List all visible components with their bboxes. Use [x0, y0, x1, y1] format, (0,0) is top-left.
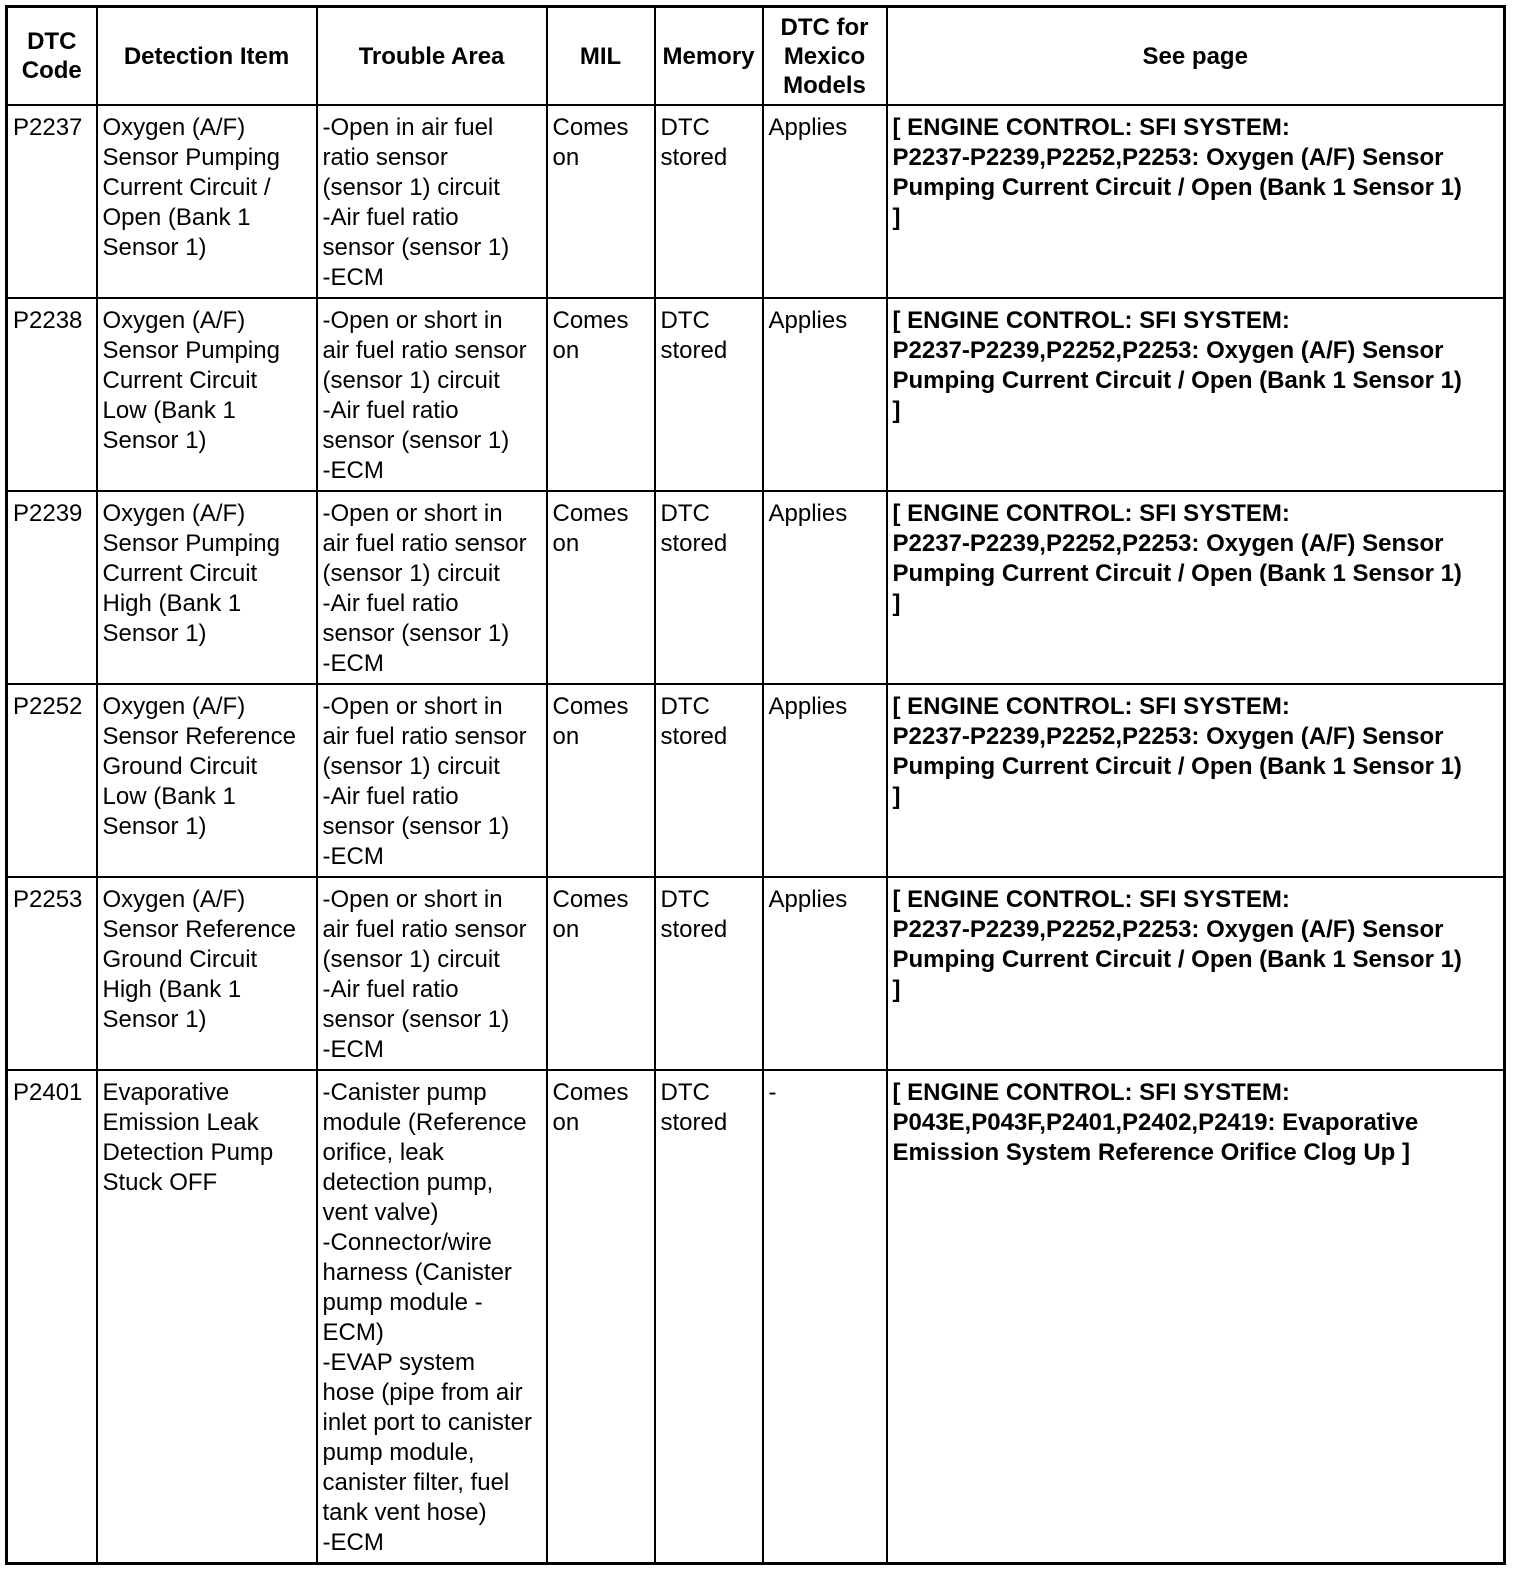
cell-trouble-area: -Open or short in air fuel ratio sensor (sensor 1) circuit -Air fuel ratio sensor (sensor 1) -ECM	[317, 298, 547, 491]
table-row	[7, 1070, 1505, 1564]
cell-see-page-link[interactable]: [ ENGINE CONTROL: SFI SYSTEM: P043E,P043F,P2401,P2402,P2419: Evaporative Emission System Reference Orifice Clog Up ]	[887, 1070, 1505, 1564]
table-row	[7, 491, 1505, 684]
cell-trouble-area: -Open or short in air fuel ratio sensor (sensor 1) circuit -Air fuel ratio sensor (sensor 1) -ECM	[317, 877, 547, 1070]
cell-trouble-area: -Open or short in air fuel ratio sensor (sensor 1) circuit -Air fuel ratio sensor (sensor 1) -ECM	[317, 684, 547, 877]
cell-memory: DTC stored	[655, 1070, 763, 1564]
cell-detection-item: Oxygen (A/F) Sensor Pumping Current Circuit Low (Bank 1 Sensor 1)	[97, 298, 317, 491]
cell-mil: Comes on	[547, 1070, 655, 1564]
dtc-table	[5, 5, 1506, 1565]
table-row	[7, 298, 1505, 491]
cell-see-page-link[interactable]: [ ENGINE CONTROL: SFI SYSTEM: P2237-P2239,P2252,P2253: Oxygen (A/F) Sensor Pumping Current Circuit / Open (Bank 1 Sensor 1) ]	[887, 684, 1505, 877]
cell-mexico-models: -	[763, 1070, 887, 1564]
cell-detection-item: Oxygen (A/F) Sensor Reference Ground Circuit High (Bank 1 Sensor 1)	[97, 877, 317, 1070]
cell-mexico-models: Applies	[763, 877, 887, 1070]
header-trouble-area: Trouble Area	[317, 7, 547, 106]
cell-dtc-code: P2239	[7, 491, 97, 684]
cell-memory: DTC stored	[655, 684, 763, 877]
cell-mil: Comes on	[547, 298, 655, 491]
cell-mexico-models: Applies	[763, 684, 887, 877]
cell-dtc-code: P2237	[7, 105, 97, 298]
header-dtc-code: DTC Code	[7, 7, 97, 106]
cell-see-page-link[interactable]: [ ENGINE CONTROL: SFI SYSTEM: P2237-P2239,P2252,P2253: Oxygen (A/F) Sensor Pumping Current Circuit / Open (Bank 1 Sensor 1) ]	[887, 491, 1505, 684]
cell-trouble-area: -Open or short in air fuel ratio sensor (sensor 1) circuit -Air fuel ratio sensor (sensor 1) -ECM	[317, 491, 547, 684]
header-detection-item: Detection Item	[97, 7, 317, 106]
cell-memory: DTC stored	[655, 105, 763, 298]
table-row	[7, 877, 1505, 1070]
cell-see-page-link[interactable]: [ ENGINE CONTROL: SFI SYSTEM: P2237-P2239,P2252,P2253: Oxygen (A/F) Sensor Pumping Current Circuit / Open (Bank 1 Sensor 1) ]	[887, 877, 1505, 1070]
cell-mil: Comes on	[547, 105, 655, 298]
header-memory: Memory	[655, 7, 763, 106]
cell-dtc-code: P2253	[7, 877, 97, 1070]
cell-memory: DTC stored	[655, 877, 763, 1070]
cell-mexico-models: Applies	[763, 105, 887, 298]
header-see-page: See page	[887, 7, 1505, 106]
cell-mil: Comes on	[547, 877, 655, 1070]
cell-detection-item: Evaporative Emission Leak Detection Pump Stuck OFF	[97, 1070, 317, 1564]
cell-detection-item: Oxygen (A/F) Sensor Pumping Current Circuit / Open (Bank 1 Sensor 1)	[97, 105, 317, 298]
cell-trouble-area: -Open in air fuel ratio sensor (sensor 1) circuit -Air fuel ratio sensor (sensor 1) -ECM	[317, 105, 547, 298]
cell-mexico-models: Applies	[763, 298, 887, 491]
cell-dtc-code: P2401	[7, 1070, 97, 1564]
cell-see-page-link[interactable]: [ ENGINE CONTROL: SFI SYSTEM: P2237-P2239,P2252,P2253: Oxygen (A/F) Sensor Pumping Current Circuit / Open (Bank 1 Sensor 1) ]	[887, 298, 1505, 491]
cell-dtc-code: P2252	[7, 684, 97, 877]
cell-trouble-area: -Canister pump module (Reference orifice, leak detection pump, vent valve) -Connector/wire harness (Canister pump module - ECM) -EVAP system hose (pipe from air inlet port to canister pump module, canister filter, fuel tank vent hose) -ECM	[317, 1070, 547, 1564]
cell-mil: Comes on	[547, 491, 655, 684]
cell-mil: Comes on	[547, 684, 655, 877]
cell-dtc-code: P2238	[7, 298, 97, 491]
cell-memory: DTC stored	[655, 298, 763, 491]
cell-memory: DTC stored	[655, 491, 763, 684]
cell-mexico-models: Applies	[763, 491, 887, 684]
table-row	[7, 684, 1505, 877]
table-row	[7, 105, 1505, 298]
header-row	[7, 7, 1505, 106]
header-mil: MIL	[547, 7, 655, 106]
cell-detection-item: Oxygen (A/F) Sensor Pumping Current Circuit High (Bank 1 Sensor 1)	[97, 491, 317, 684]
cell-see-page-link[interactable]: [ ENGINE CONTROL: SFI SYSTEM: P2237-P2239,P2252,P2253: Oxygen (A/F) Sensor Pumping Current Circuit / Open (Bank 1 Sensor 1) ]	[887, 105, 1505, 298]
header-mexico-models: DTC for Mexico Models	[763, 7, 887, 106]
cell-detection-item: Oxygen (A/F) Sensor Reference Ground Circuit Low (Bank 1 Sensor 1)	[97, 684, 317, 877]
